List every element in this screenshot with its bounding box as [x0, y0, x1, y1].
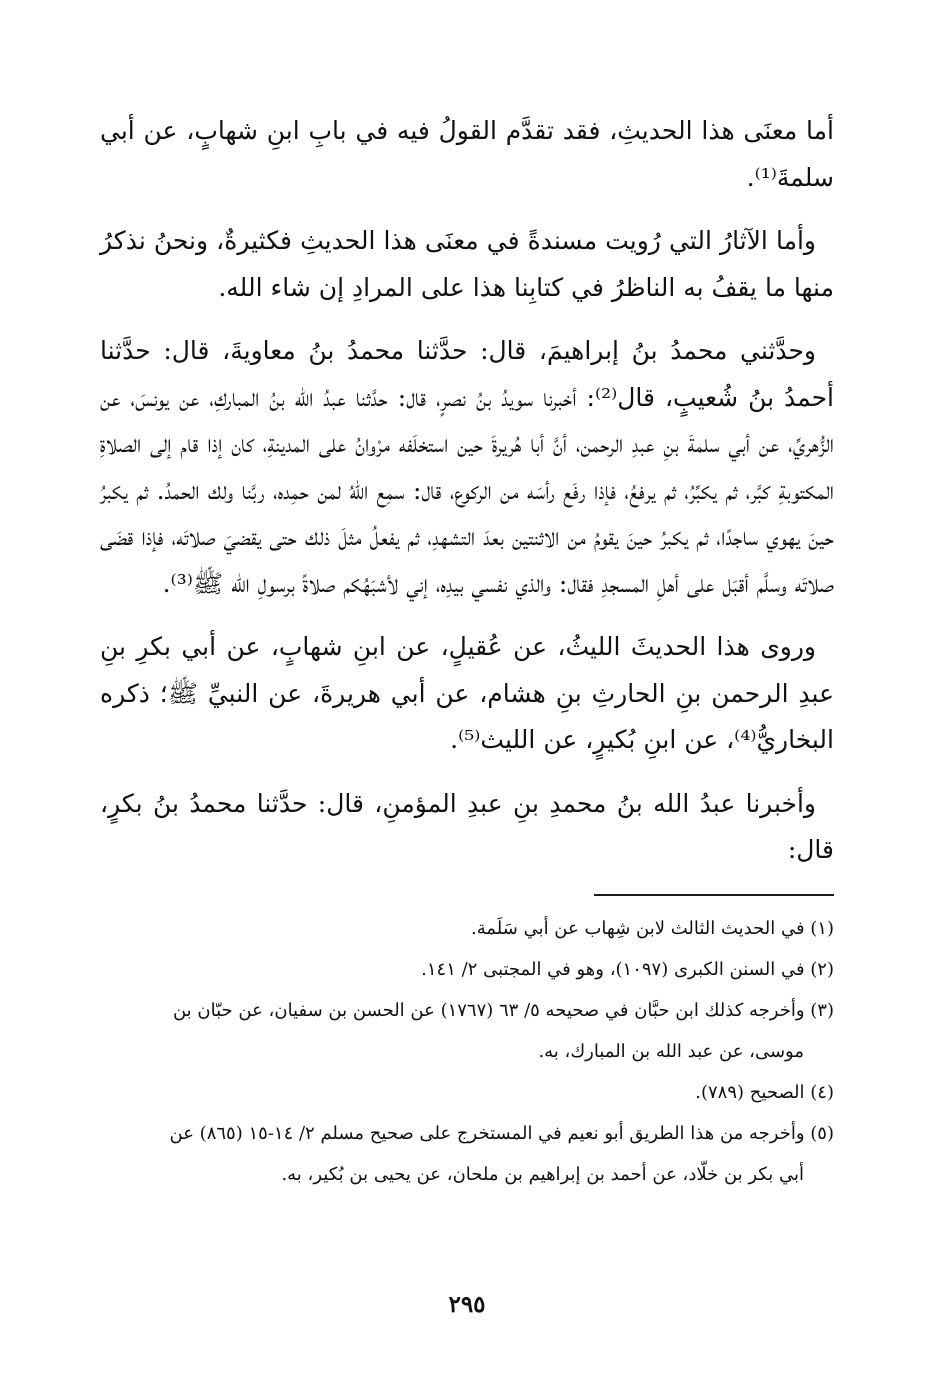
paragraph: وأما الآثارُ التي رُويت مسندةً في معنَى هذا الحديثِ فكثيرةٌ، ونحنُ نذكرُ منها ما يقفُ به الناظرُ في كتابِنا هذا على المرادِ إن شاء الله.: [100, 226, 834, 302]
book-page: [100, 108, 834, 1358]
paragraph: وروى هذا الحديثَ الليثُ، عن عُقيلٍ، عن ابنِ شهابٍ، عن أبي بكرِ بنِ عبدِ الرحمن بنِ الحارثِ بنِ هشام، عن أبي هريرةَ، عن النبيِّ ﷺ؛ ذكره البخاريُّ⁽⁴⁾، عن ابنِ بُكيرٍ، عن الليث⁽⁵⁾.: [100, 632, 834, 754]
footnote-continuation: أبي بكر بن خلّاد، عن أحمد بن إبراهيم بن ملحان، عن يحيى بن بُكير، به.: [281, 1163, 804, 1185]
footnote-separator: [594, 894, 834, 896]
footnote-continuation: موسى، عن عبد الله بن المبارك، به.: [538, 1040, 804, 1062]
footnotes: [100, 910, 834, 1193]
footnote: (٤) الصحيح (٧٨٩).: [695, 1081, 834, 1103]
paragraph: وأخبرنا عبدُ الله بنُ محمدِ بنِ عبدِ المؤمنِ، قال: حدَّثنا محمدُ بنُ بكرٍ، قال:: [100, 788, 834, 864]
main-text: [100, 108, 834, 874]
footnote: (١) في الحديث الثالث لابن شِهاب عن أبي سَلَمة.: [471, 917, 834, 939]
paragraph: وحدَّثني محمدُ بنُ إبراهيمَ، قال: حدَّثنا محمدُ بنُ معاويةَ، قال: حدَّثنا أحمدُ بنُ شُعيبٍ، قال⁽²⁾: أخبرنا سويدُ بنُ نصرٍ، قال: حدَّثنا عبدُ الله بنُ المباركِ، عن يونسَ، عن الزُّهريِّ، عن أبي سلمةَ بنِ عبدِ الرحمن، أنَّ أبا هُريرةَ حين استخلَفه مرْوانُ على المدينةِ، كان إذا قام إلى الصلاةِ المكتوبةِ كبَّر، ثم يكبِّرُ، ثم يرفعُ، فإذا رفَع رأسَه من الركوع، قال: سمِع اللهُ لمن حمِده، ربَّنا ولك الحمدُ. ثم يكبرُ حينَ يهوي ساجدًا، ثم يكبرُ حينَ يقومُ من الاثنتين بعدَ التشهدِ، ثم يفعلُ مثلَ ذلك حتى يقضيَ صلاتَه، فإذا قضَى صلاتَه وسلَّم أقبَل على أهلِ المسجدِ فقال: والذي نفسي بيدِه، إني لأشبَهُكم صلاةً برسولِ الله ﷺ⁽³⁾.: [100, 336, 834, 598]
footnote: (٢) في السنن الكبرى (١٠٩٧)، وهو في المجتبى ٢/ ١٤١.: [421, 958, 834, 980]
page-number: ٢٩٥: [448, 1291, 486, 1318]
paragraph: أما معنَى هذا الحديثِ، فقد تقدَّم القولُ فيه في بابِ ابنِ شهابٍ، عن أبي سلمةَ⁽¹⁾.: [100, 116, 834, 192]
footnote: (٥) وأخرجه من هذا الطريق أبو نعيم في المستخرج على صحيح مسلم ٢/ ١٤-١٥ (٨٦٥) عن: [169, 1122, 834, 1144]
footnote: (٣) وأخرجه كذلك ابن حبَّان في صحيحه ٥/ ٦٣ (١٧٦٧) عن الحسن بن سفيان، عن حبّان بن: [172, 999, 834, 1021]
